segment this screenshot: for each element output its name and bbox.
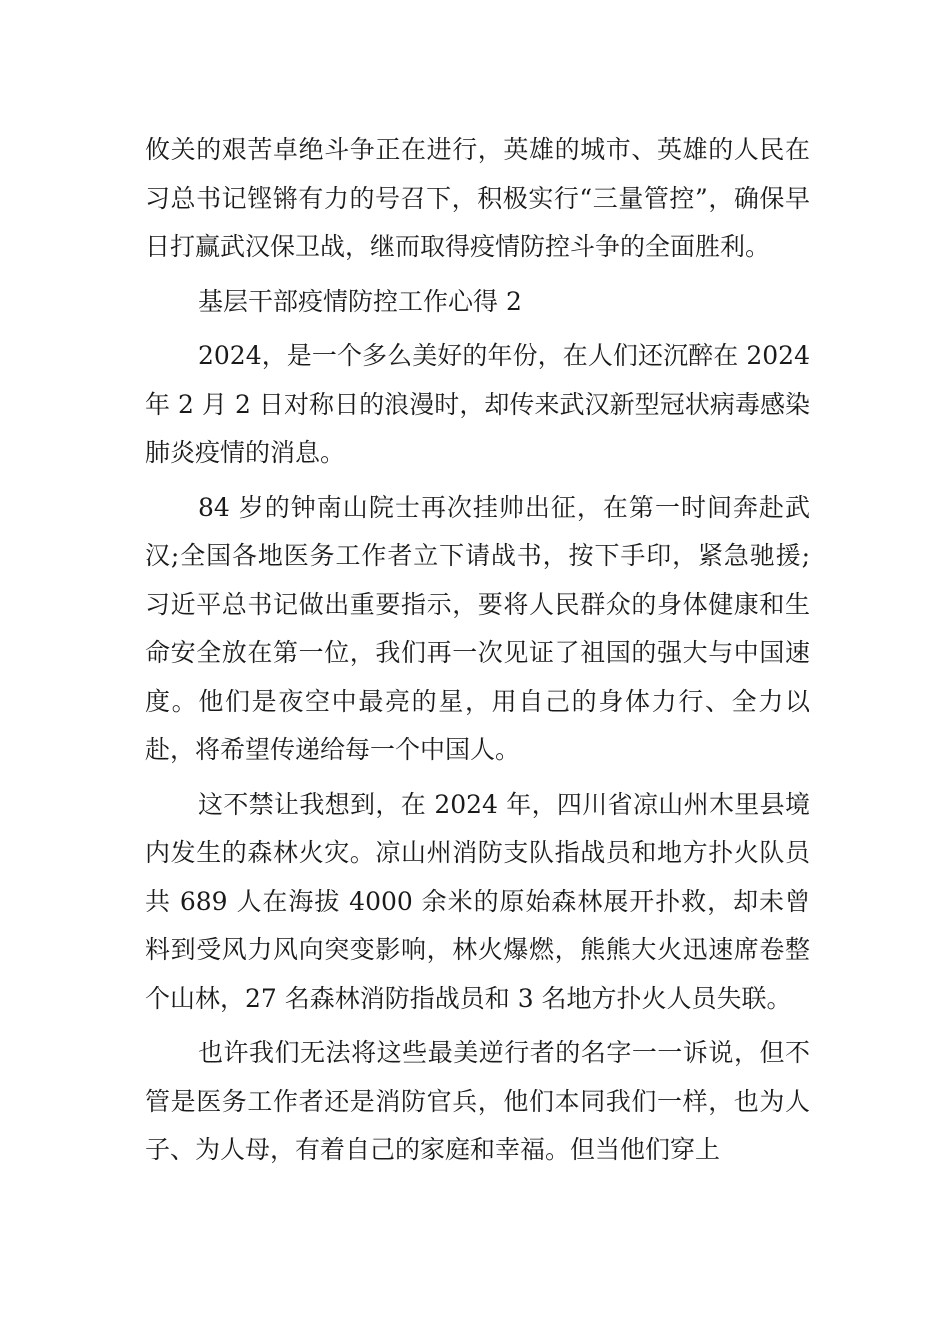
section-heading: 基层干部疫情防控工作心得 2 bbox=[198, 286, 522, 316]
paragraph-liangshan: 这不禁让我想到，在 2024 年，四川省凉山州木里县境内发生的森林火灾。凉山州消防支队指战员和地方扑火队员共 689 人在海拔 4000 余米的原始森林展开扑救，却未曾料到受风力风向突变影响，林火爆燃，熊熊大火迅速席卷整个山林，27 名森林消防指战员和 3 名地方扑火人员失联。 bbox=[145, 789, 810, 1013]
document-body bbox=[145, 126, 810, 1181]
paragraph-2024: 2024，是一个多么美好的年份，在人们还沉醉在 2024 年 2 月 2 日对称日的浪漫时，却传来武汉新型冠状病毒感染肺炎疫情的消息。 bbox=[145, 341, 810, 467]
paragraph-heroes: 也许我们无法将这些最美逆行者的名字一一诉说，但不管是医务工作者还是消防官兵，他们本同我们一样，也为人子、为人母，有着自己的家庭和幸福。但当他们穿上 bbox=[145, 1038, 810, 1164]
paragraph-zhong-nanshan: 84 岁的钟南山院士再次挂帅出征，在第一时间奔赴武汉;全国各地医务工作者立下请战书，按下手印，紧急驰援;习近平总书记做出重要指示，要将人民群众的身体健康和生命安全放在第一位，我们再一次见证了祖国的强大与中国速度。他们是夜空中最亮的星，用自己的身体力行、全力以赴，将希望传递给每一个中国人。 bbox=[145, 492, 810, 764]
paragraph-continued: 攸关的艰苦卓绝斗争正在进行，英雄的城市、英雄的人民在习总书记铿锵有力的号召下，积极实行“三量管控”，确保早日打赢武汉保卫战，继而取得疫情防控斗争的全面胜利。 bbox=[145, 135, 810, 261]
